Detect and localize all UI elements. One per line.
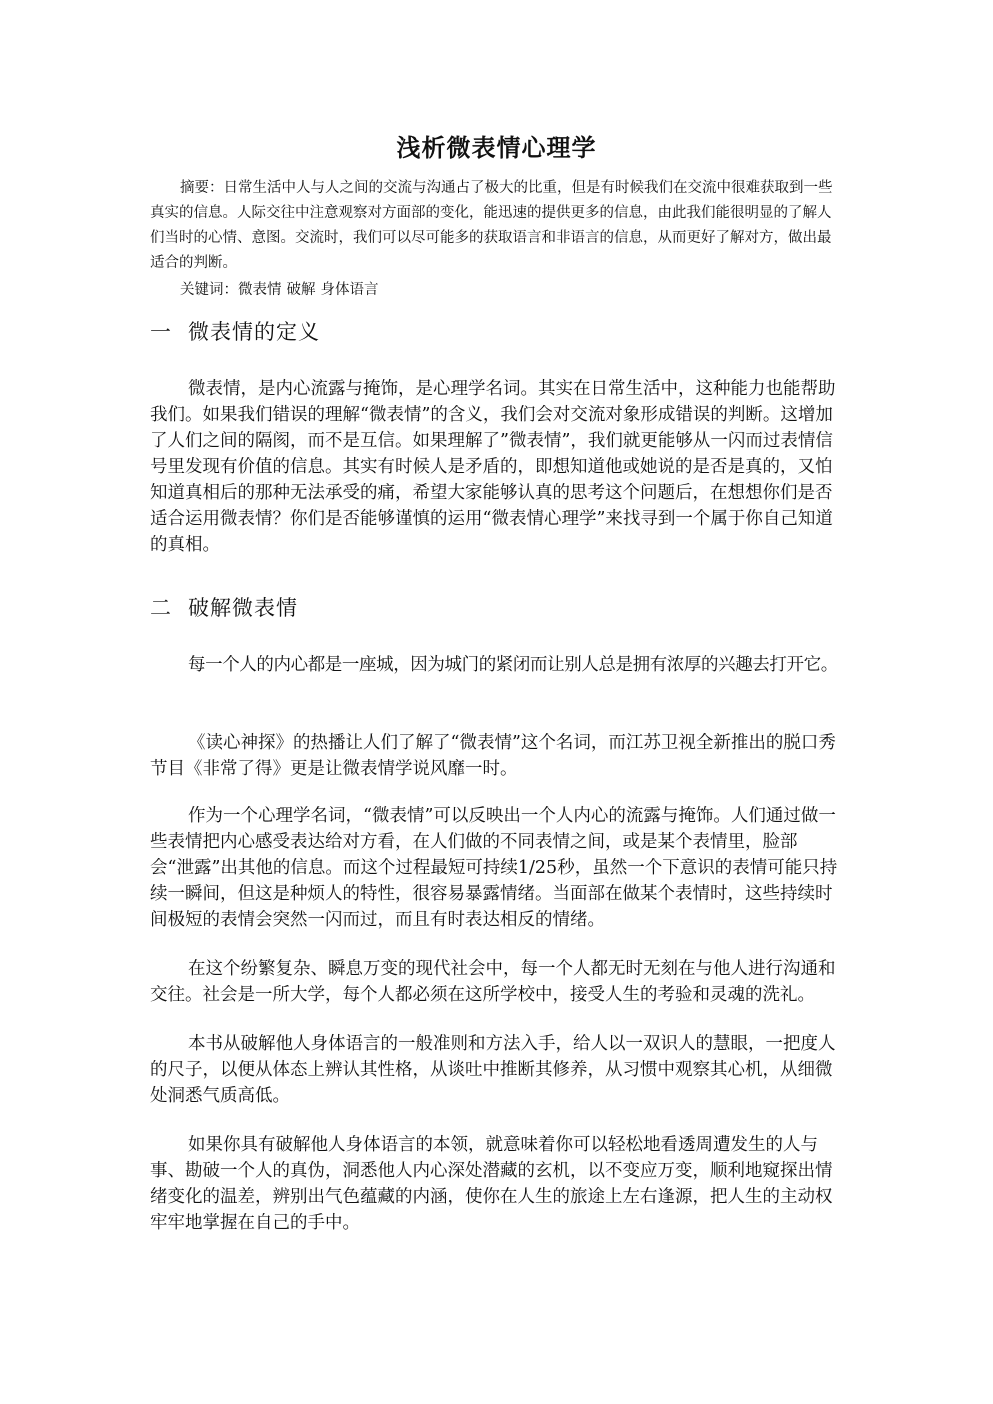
paragraph: 如果你具有破解他人身体语言的本领，就意味着你可以轻松地看透周遭发生的人与事、勘破一个人的真伪，洞悉他人内心深处潜藏的玄机，以不变应万变，顺利地窥探出情绪变化的温差，辨别出气色蕴藏的内涵，使你在人生的旅途上左右逢源，把人生的主动权牢牢地掌握在自己的手中。 xyxy=(150,1135,833,1233)
paragraph: 《读心神探》的热播让人们了解了“微表情”这个名词，而江苏卫视全新推出的脱口秀节目《非常了得》更是让微表情学说风靡一时。 xyxy=(150,733,836,779)
section-heading xyxy=(150,592,298,622)
paragraph: 每一个人的内心都是一座城，因为城门的紧闭而让别人总是拥有浓厚的兴趣去打开它。 xyxy=(188,655,838,675)
keywords xyxy=(150,278,845,303)
paragraph: 本书从破解他人身体语言的一般准则和方法入手，给人以一双识人的慧眼，一把度人的尺子，以便从体态上辨认其性格，从谈吐中推断其修养，从习惯中观察其心机，从细微处洞悉气质高低。 xyxy=(150,1034,836,1106)
keyword-item: 破解 xyxy=(286,282,316,298)
keyword-item: 身体语言 xyxy=(320,282,379,298)
section-number: 一 xyxy=(150,320,172,344)
section-number: 二 xyxy=(150,596,172,620)
paragraph: 作为一个心理学名词，“微表情”可以反映出一个人内心的流露与掩饰。人们通过做一些表情把内心感受表达给对方看，在人们做的不同表情之间，或是某个表情里，脸部会“泄露”出其他的信息。而这个过程最短可持续1/25秒，虽然一个下意识的表情可能只持续一瞬间，但这是种烦人的特性，很容易暴露情绪。当面部在做某个表情时，这些持续时间极短的表情会突然一闪而过，而且有时表达相反的情绪。 xyxy=(150,806,838,930)
paragraph: 在这个纷繁复杂、瞬息万变的现代社会中，每一个人都无时无刻在与他人进行沟通和交往。社会是一所大学，每个人都必须在这所学校中，接受人生的考验和灵魂的洗礼。 xyxy=(150,959,836,1005)
keyword-item: 微表情 xyxy=(238,282,282,298)
abstract: 摘要：日常生活中人与人之间的交流与沟通占了极大的比重，但是有时候我们在交流中很难获取到一些真实的信息。人际交往中注意观察对方面部的变化，能迅速的提供更多的信息，由此我们能很明显的了解人们当时的心情、意图。交流时，我们可以尽可能多的获取语言和非语言的信息，从而更好了解对方，做出最适合的判断。 xyxy=(150,180,833,271)
section-title: 微表情的定义 xyxy=(188,320,320,344)
paragraph: 微表情，是内心流露与掩饰，是心理学名词。其实在日常生活中，这种能力也能帮助我们。如果我们错误的理解“微表情”的含义，我们会对交流对象形成错误的判断。这增加了人们之间的隔阂，而不是互信。如果理解了”微表情”，我们就更能够从一闪而过表情信号里发现有价值的信息。其实有时候人是矛盾的，即想知道他或她说的是否是真的，又怕知道真相后的那种无法承受的痛，希望大家能够认真的思考这个问题后，在想想你们是否适合运用微表情？你们是否能够谨慎的运用“微表情心理学”来找寻到一个属于你自己知道的真相。 xyxy=(150,379,836,555)
document-title: 浅析微表情心理学 xyxy=(396,134,597,162)
keywords-label: 关键词： xyxy=(180,282,238,298)
section-title: 破解微表情 xyxy=(188,596,298,620)
section-heading xyxy=(150,316,320,346)
